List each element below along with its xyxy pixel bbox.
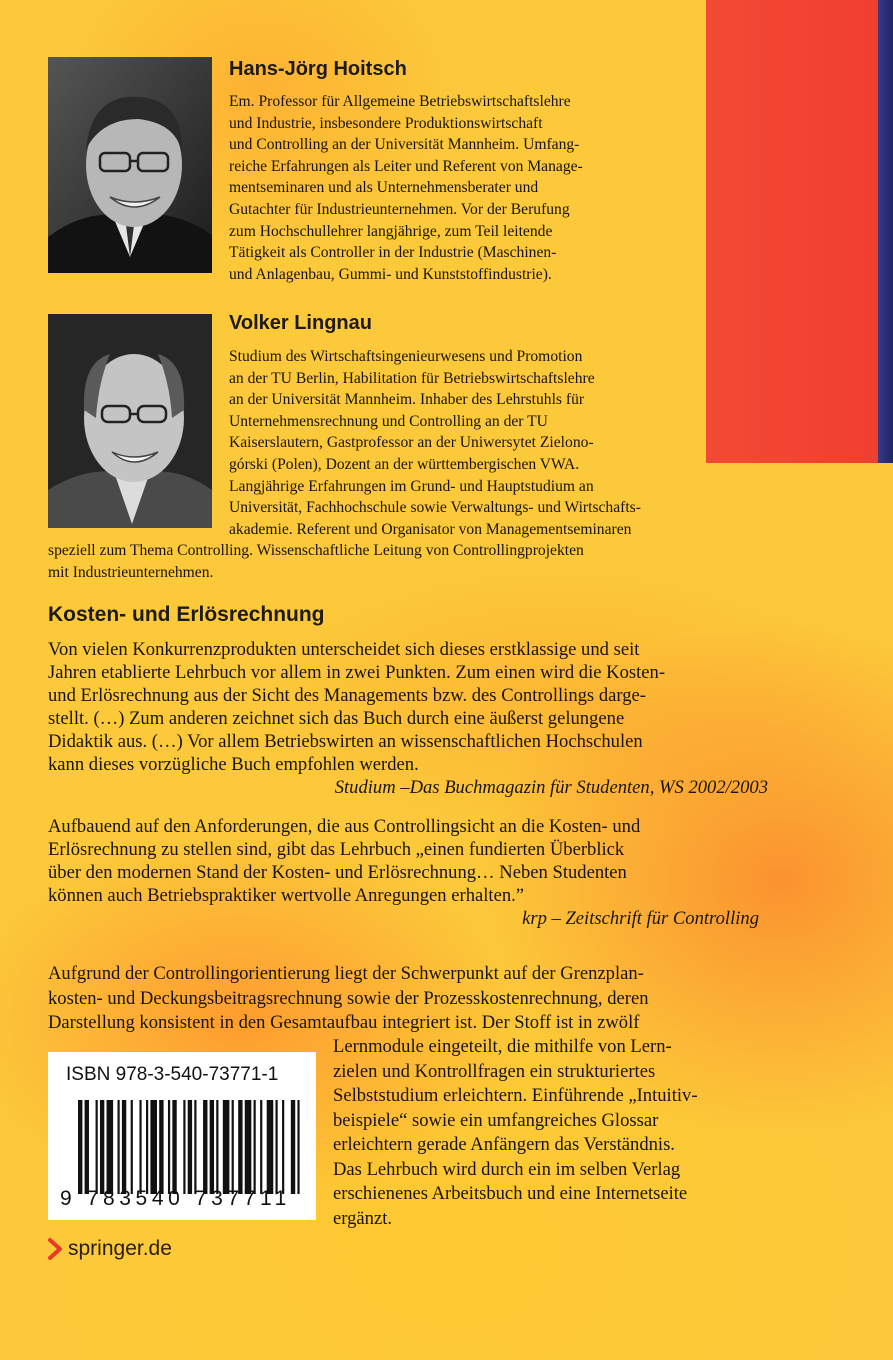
bio-line: Unternehmensrechnung und Controlling an der TU [229,412,548,430]
barcode-bar [100,1100,104,1194]
bio-line: an der TU Berlin, Habilitation für Betriebswirtschaftslehre [229,369,595,387]
barcode-bar [168,1100,170,1194]
author-name: Volker Lingnau [229,312,372,334]
barcode-bar [78,1100,82,1194]
barcode-bar [216,1100,218,1194]
bio-line: akademie. Referent und Organisator von Managementseminaren [229,520,632,538]
bio-line: und Industrie, insbesondere Produktionswirtschaft [229,114,543,132]
barcode-bar [122,1100,126,1194]
barcode-bar [275,1100,277,1194]
barcode-bar [267,1100,274,1194]
barcode-bar [238,1100,242,1194]
description-line: beispiele“ sowie ein umfangreiches Glossar [333,1109,659,1131]
description-line: kosten- und Deckungsbeitragsrechnung sowie der Prozesskostenrechnung, deren [48,987,649,1009]
bio-line: Langjährige Erfahrungen im Grund- und Hauptstudium an [229,477,594,495]
barcode-bar [188,1100,192,1194]
bio-line: mit Industrieunternehmen. [48,563,214,581]
author-bio [229,91,699,285]
barcode-bar [282,1100,284,1194]
quote-line: stellt. (…) Zum anderen zeichnet sich das Buch durch eine äußerst gelungene [48,708,625,729]
barcode-bar [146,1100,148,1194]
author-bio-continued [48,540,728,583]
description-line: Lernmodule eingeteilt, die mithilfe von Lern- [333,1036,672,1057]
bio-line: Em. Professor für Allgemeine Betriebswirtschaftslehre [229,93,571,110]
barcode-bar [223,1100,230,1194]
barcode-bar [150,1100,157,1194]
description-line: Aufgrund der Controllingorientierung liegt der Schwerpunkt auf der Grenzplan- [48,963,644,984]
description-line: ergänzt. [333,1207,393,1229]
bio-line: Tätigkeit als Controller in der Industrie (Maschinen- [229,244,557,262]
quote-line: und Erlösrechnung aus der Sicht des Managements bzw. des Controllings darge- [48,685,646,706]
barcode-bar [172,1100,176,1194]
quote-source: krp – Zeitschrift für Controlling [522,908,759,929]
quote-line: können auch Betriebspraktiker wertvolle Anregungen erhalten.” [48,885,525,906]
chevron-right-icon [48,1238,62,1260]
review-quote [48,815,788,930]
quote-line: Von vielen Konkurrenzprodukten unterscheidet sich dieses erstklassige und seit [48,639,640,660]
barcode-bar [232,1100,234,1194]
barcode-bar [183,1100,185,1194]
barcode-bar [297,1100,299,1194]
barcode-bar [194,1100,196,1194]
description-line: erschienenes Arbeitsbuch und eine Internetseite [333,1183,688,1204]
book-title: Kosten- und Erlösrechnung [48,603,325,626]
description-line: Das Lehrbuch wird durch ein im selben Verlag [333,1158,681,1180]
quote-line: Erlösrechnung zu stellen sind, gibt das Lehrbuch „einen fundierten Überblick [48,839,625,860]
author-photo-lingnau [48,314,212,528]
bio-line: Studium des Wirtschaftsingenieurwesens und Promotion [229,348,583,365]
quote-line: Aufbauend auf den Anforderungen, die aus Controllingsicht an die Kosten- und [48,816,641,837]
barcode-bar [210,1100,214,1194]
publisher-link[interactable] [48,1234,172,1264]
ean-digits: 9 783540 737711 [60,1187,291,1210]
barcode-bar [245,1100,252,1194]
review-quote [48,638,788,799]
barcode-bar [254,1100,256,1194]
bio-line: Gutachter für Industrieunternehmen. Vor der Berufung [229,200,570,218]
barcode-bar [291,1100,295,1194]
quote-line: Didaktik aus. (…) Vor allem Betriebswirten an wissenschaftlichen Hochschulen [48,731,643,752]
bio-line: an der Universität Mannheim. Inhaber des Lehrstuhls für [229,391,585,409]
barcode-bar [159,1100,163,1194]
portrait-icon [48,57,212,273]
author-bio [229,346,699,540]
book-description [48,962,808,1036]
description-line: erleichtern gerade Anfängern das Verständnis. [333,1134,675,1155]
barcode-bar [260,1100,262,1194]
quote-line: kann dieses vorzügliche Buch empfohlen werden. [48,754,419,775]
bio-line: reiche Erfahrungen als Leiter und Referent von Manage- [229,157,583,175]
barcode-bar [139,1100,141,1194]
bio-line: und Controlling an der Universität Mannheim. Umfang- [229,136,580,154]
bio-line: Universität, Fachhochschule sowie Verwaltungs- und Wirtschafts- [229,499,641,517]
bio-line: Kaiserslautern, Gastprofessor an der Uniwersytet Zielono- [229,434,594,452]
cover-red-strip [706,0,893,463]
author-photo-hoitsch [48,57,212,273]
description-line: Darstellung konsistent in den Gesamtaufbau integriert ist. Der Stoff ist in zwölf [48,1012,640,1033]
barcode-bar [203,1100,207,1194]
barcode-bar [117,1100,119,1194]
barcode-label [48,1052,316,1220]
barcode-bar [85,1100,89,1194]
author-name: Hans-Jörg Hoitsch [229,58,407,80]
portrait-icon [48,314,212,528]
bio-line: mentseminaren und als Unternehmensberater und [229,179,539,197]
publisher-website: springer.de [68,1237,172,1260]
bio-line: zum Hochschullehrer langjährige, zum Teil leitende [229,222,553,240]
isbn-text: ISBN 978-3-540-73771-1 [66,1064,279,1085]
barcode-bar [96,1100,98,1194]
quote-line: über den modernen Stand der Kosten- und Erlösrechnung… Neben Studenten [48,862,627,883]
cover-spine-edge [878,0,893,463]
quote-source: Studium –Das Buchmagazin für Studenten, WS 2002/2003 [334,777,768,798]
barcode-bar [131,1100,133,1194]
barcode-icon [78,1100,304,1194]
bio-line: speziell zum Thema Controlling. Wissenschaftliche Leitung von Controllingprojekten [48,542,584,559]
description-line: zielen und Kontrollfragen ein strukturiertes [333,1060,656,1082]
bio-line: und Anlagenbau, Gummi- und Kunststoffindustrie). [229,265,552,283]
barcode-bar [107,1100,114,1194]
description-line: Selbststudium erleichtern. Einführende „Intuitiv- [333,1085,698,1106]
book-description-continued [333,1035,813,1231]
quote-line: Jahren etablierte Lehrbuch vor allem in zwei Punkten. Zum einen wird die Kosten- [48,662,666,683]
bio-line: górski (Polen), Dozent an der württembergischen VWA. [229,455,580,473]
